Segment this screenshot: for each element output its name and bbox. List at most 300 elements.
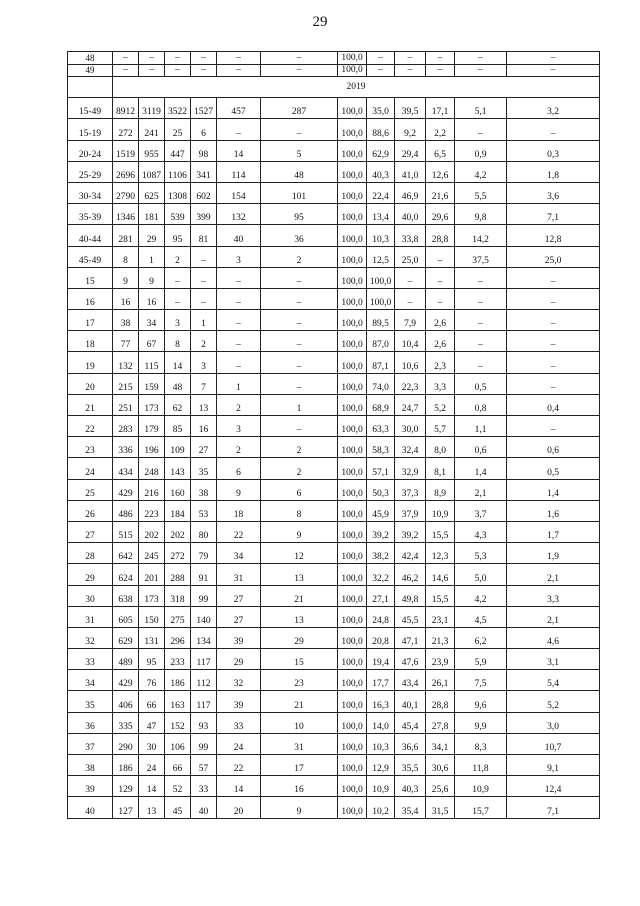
table-cell: 447 [165,140,191,161]
table-cell: 173 [139,394,165,415]
table-cell: 2 [261,458,338,479]
table-cell: 539 [165,204,191,225]
table-cell: 638 [113,585,139,606]
table-cell: 0,3 [507,140,600,161]
table-cell: – [426,52,455,65]
table-cell: 248 [139,458,165,479]
table-cell: – [261,288,338,309]
table-cell: 10,9 [367,776,395,797]
table-cell: 17 [261,755,338,776]
table-cell: 100,0 [338,733,367,754]
table-cell: 100,0 [338,288,367,309]
table-cell: 100,0 [338,649,367,670]
table-cell: – [507,310,600,331]
table-cell: 2 [165,246,191,267]
row-label-cell: 48 [68,52,113,65]
table-cell: 429 [113,479,139,500]
table-cell: 15,5 [426,521,455,542]
table-cell: 281 [113,225,139,246]
table-row [68,733,600,754]
table-cell: 2 [217,437,261,458]
table-cell: 100,0 [338,606,367,627]
table-cell: 100,0 [338,797,367,818]
table-cell: 100,0 [338,712,367,733]
table-cell: 13 [261,606,338,627]
table-cell: – [217,352,261,373]
table-cell: 1,1 [455,416,507,437]
table-cell: 14 [139,776,165,797]
table-cell: 100,0 [338,204,367,225]
table-cell: 29 [139,225,165,246]
table-cell: 100,0 [338,161,367,182]
table-cell: 7,1 [507,797,600,818]
table-cell: 29,4 [395,140,426,161]
table-cell: 160 [165,479,191,500]
table-cell: 100,0 [338,182,367,203]
table-cell: 100,0 [338,225,367,246]
row-label-cell: 27 [68,521,113,542]
table-cell: 10,9 [426,500,455,521]
row-label-cell: 17 [68,310,113,331]
table-cell: 9,9 [455,712,507,733]
table-cell: 201 [139,564,165,585]
table-cell: 181 [139,204,165,225]
table-cell: 179 [139,416,165,437]
table-cell: 429 [113,670,139,691]
table-cell: 20 [217,797,261,818]
table-cell: 13,4 [367,204,395,225]
table-cell: 287 [261,98,338,119]
table-cell: 32,2 [367,564,395,585]
table-cell: 16,3 [367,691,395,712]
table-cell: 341 [191,161,217,182]
table-cell: 50,3 [367,479,395,500]
table-cell: 202 [139,521,165,542]
table-cell: 14 [217,776,261,797]
table-cell: 1,9 [507,543,600,564]
row-label-cell: 19 [68,352,113,373]
table-cell: – [507,267,600,288]
table-cell: – [507,331,600,352]
table-cell: 37,9 [395,500,426,521]
table-cell: 117 [191,649,217,670]
table-cell: 47,1 [395,627,426,648]
table-cell: – [507,52,600,65]
table-cell: 3119 [139,98,165,119]
table-cell: 16 [191,416,217,437]
row-label-cell: 33 [68,649,113,670]
table-cell: 100,0 [338,585,367,606]
table-cell: 30,0 [395,416,426,437]
row-label-cell: 38 [68,755,113,776]
table-cell: 15 [261,649,338,670]
table-cell: 290 [113,733,139,754]
row-label-cell: 21 [68,394,113,415]
table-cell: 7 [191,373,217,394]
table-cell: – [507,373,600,394]
table-cell: 40,0 [395,204,426,225]
table-cell: 95 [261,204,338,225]
table-cell: – [455,267,507,288]
row-label-cell: 35-39 [68,204,113,225]
table-cell: 30 [139,733,165,754]
table-cell: 24 [217,733,261,754]
table-cell: 38 [113,310,139,331]
table-cell: 489 [113,649,139,670]
table-cell: 25 [165,119,191,140]
table-cell: 159 [139,373,165,394]
row-label-cell: 40-44 [68,225,113,246]
row-label-cell: 30 [68,585,113,606]
table-cell: 16 [261,776,338,797]
table-cell: 39,2 [395,521,426,542]
table-cell: 47,6 [395,649,426,670]
table-cell: 22,4 [367,182,395,203]
row-label-cell: 31 [68,606,113,627]
table-cell: 134 [191,627,217,648]
table-cell: – [455,310,507,331]
table-cell: 81 [191,225,217,246]
table-cell: 288 [165,564,191,585]
table-cell: 38,2 [367,543,395,564]
table-cell: 24,7 [395,394,426,415]
table-row [68,458,600,479]
table-cell: 22,3 [395,373,426,394]
year-label: 2019 [113,77,600,98]
table-cell: 2,3 [426,352,455,373]
table-cell: 40,3 [367,161,395,182]
table-cell: – [395,52,426,65]
table-cell: 3,3 [426,373,455,394]
table-cell: 57,1 [367,458,395,479]
table-cell: 33 [191,776,217,797]
table-cell: 296 [165,627,191,648]
table-cell: 77 [113,331,139,352]
table-cell: 45,5 [395,606,426,627]
year-row-blank-cell [68,77,113,98]
table-cell: – [191,246,217,267]
table-cell: – [455,331,507,352]
table-cell: 13 [191,394,217,415]
table-cell: 9 [217,479,261,500]
table-cell: 6 [191,119,217,140]
table-row [68,373,600,394]
table-row [68,649,600,670]
table-cell: 251 [113,394,139,415]
table-cell: 100,0 [338,352,367,373]
table-cell: – [165,288,191,309]
table-cell: 57 [191,755,217,776]
table-cell: 14,2 [455,225,507,246]
table-row [68,437,600,458]
table-cell: 0,8 [455,394,507,415]
table-cell: – [507,352,600,373]
table-cell: 2,2 [426,119,455,140]
table-cell: 100,0 [367,267,395,288]
table-cell: 10,3 [367,733,395,754]
row-label-cell: 25-29 [68,161,113,182]
table-cell: 87,0 [367,331,395,352]
table-row [68,52,600,65]
row-label-cell: 15 [68,267,113,288]
table-cell: 100,0 [338,521,367,542]
table-cell: – [426,267,455,288]
table-cell: 215 [113,373,139,394]
table-cell: 35,5 [395,755,426,776]
table-cell: 30,6 [426,755,455,776]
table-cell: 114 [217,161,261,182]
table-cell: 2,6 [426,331,455,352]
table-cell: 1106 [165,161,191,182]
table-cell: 140 [191,606,217,627]
table-cell: – [165,52,191,65]
table-cell: – [261,267,338,288]
table-cell: 129 [113,776,139,797]
table-cell: 40,1 [395,691,426,712]
table-row [68,352,600,373]
table-cell: 100,0 [338,331,367,352]
row-label-cell: 30-34 [68,182,113,203]
table-cell: 8 [113,246,139,267]
table-cell: 24 [139,755,165,776]
table-cell: 29,6 [426,204,455,225]
table-cell: 186 [113,755,139,776]
table-cell: 35,4 [395,797,426,818]
table-cell: 434 [113,458,139,479]
table-cell: 100,0 [338,246,367,267]
table-cell: 39,5 [395,98,426,119]
table-cell: – [261,64,338,77]
table-cell: 9 [113,267,139,288]
table-cell: 31 [261,733,338,754]
row-label-cell: 15-49 [68,98,113,119]
table-cell: – [217,119,261,140]
table-cell: – [261,52,338,65]
table-cell: 15,5 [426,585,455,606]
table-row [68,755,600,776]
table-cell: 36 [261,225,338,246]
table-cell: 275 [165,606,191,627]
table-cell: – [455,52,507,65]
table-cell: 100,0 [338,437,367,458]
row-label-cell: 45-49 [68,246,113,267]
table-cell: 20,8 [367,627,395,648]
table-cell: 233 [165,649,191,670]
table-row [68,585,600,606]
table-cell: 100,0 [338,776,367,797]
table-cell: 5,2 [507,691,600,712]
table-cell: 9 [139,267,165,288]
table-cell: 25,0 [507,246,600,267]
row-label-cell: 20 [68,373,113,394]
table-row [68,797,600,818]
table-cell: 34 [217,543,261,564]
table-cell: 1,7 [507,521,600,542]
table-cell: 46,9 [395,182,426,203]
table-cell: 100,0 [338,52,367,65]
table-cell: 6 [217,458,261,479]
table-cell: 12,3 [426,543,455,564]
table-cell: 8 [261,500,338,521]
table-cell: 7,5 [455,670,507,691]
table-cell: – [191,64,217,77]
table-row [68,500,600,521]
table-cell: – [261,119,338,140]
table-cell: – [395,64,426,77]
table-cell: – [191,52,217,65]
table-cell: 336 [113,437,139,458]
table-cell: 10,9 [455,776,507,797]
table-cell: 605 [113,606,139,627]
table-cell: – [426,64,455,77]
table-cell: 8912 [113,98,139,119]
table-cell: – [165,267,191,288]
table-cell: 335 [113,712,139,733]
table-cell: 4,5 [455,606,507,627]
table-cell: 40 [191,797,217,818]
table-cell: 10,2 [367,797,395,818]
table-cell: 2 [191,331,217,352]
table-cell: 98 [191,140,217,161]
table-cell: – [139,64,165,77]
table-cell: 3,2 [507,98,600,119]
table-cell: 515 [113,521,139,542]
table-cell: – [507,64,600,77]
table-cell: 127 [113,797,139,818]
table-cell: 99 [191,585,217,606]
table-cell: 47 [139,712,165,733]
row-label-cell: 37 [68,733,113,754]
table-cell: 16 [139,288,165,309]
table-cell: 100,0 [338,310,367,331]
table-cell: 1 [139,246,165,267]
table-cell: 24,8 [367,606,395,627]
table-cell: 27,1 [367,585,395,606]
table-cell: 27 [217,606,261,627]
table-row [68,161,600,182]
row-label-cell: 25 [68,479,113,500]
table-cell: 2696 [113,161,139,182]
table-row [68,182,600,203]
row-label-cell: 39 [68,776,113,797]
row-label-cell: 16 [68,288,113,309]
table-cell: 12 [261,543,338,564]
table-cell: 45 [165,797,191,818]
table-cell: 31 [217,564,261,585]
table-cell: 45,4 [395,712,426,733]
table-cell: 0,5 [455,373,507,394]
table-cell: 3,0 [507,712,600,733]
table-cell: 186 [165,670,191,691]
table-cell: 2,1 [507,606,600,627]
table-row [68,267,600,288]
table-cell: 3 [165,310,191,331]
table-cell: 8,9 [426,479,455,500]
table-cell: 7,9 [395,310,426,331]
table-cell: 115 [139,352,165,373]
table-cell: 152 [165,712,191,733]
table-cell: – [217,267,261,288]
table-cell: 11,8 [455,755,507,776]
table-cell: 14 [165,352,191,373]
table-cell: 35,0 [367,98,395,119]
table-cell: 223 [139,500,165,521]
table-cell: 150 [139,606,165,627]
table-cell: 21,3 [426,627,455,648]
table-row [68,521,600,542]
year-row [68,77,600,98]
table-cell: 5,4 [507,670,600,691]
table-cell: 245 [139,543,165,564]
table-cell: 101 [261,182,338,203]
table-cell: 399 [191,204,217,225]
table-cell: 3,7 [455,500,507,521]
table-cell: 2,1 [507,564,600,585]
table-cell: 27 [217,585,261,606]
table-cell: 29 [217,649,261,670]
table-cell: 89,5 [367,310,395,331]
row-label-cell: 49 [68,64,113,77]
table-cell: 106 [165,733,191,754]
table-cell: 26,1 [426,670,455,691]
table-cell: – [113,64,139,77]
table-cell: 37,3 [395,479,426,500]
table-row [68,776,600,797]
table-cell: 79 [191,543,217,564]
table-cell: 10,4 [395,331,426,352]
table-cell: – [395,288,426,309]
table-cell: 272 [165,543,191,564]
table-cell: 10,6 [395,352,426,373]
table-cell: 100,0 [338,543,367,564]
table-cell: 100,0 [338,627,367,648]
table-cell: 625 [139,182,165,203]
table-cell: 32,4 [395,437,426,458]
table-cell: 1 [217,373,261,394]
table-cell: 33 [217,712,261,733]
table-cell: 21 [261,585,338,606]
table-cell: – [395,267,426,288]
table-cell: 14,0 [367,712,395,733]
row-label-cell: 29 [68,564,113,585]
table-cell: 0,6 [507,437,600,458]
row-label-cell: 15-19 [68,119,113,140]
table-cell: 58,3 [367,437,395,458]
table-cell: 25,6 [426,776,455,797]
row-label-cell: 32 [68,627,113,648]
table-cell: 10 [261,712,338,733]
table-cell: 184 [165,500,191,521]
table-cell: 12,4 [507,776,600,797]
table-cell: 1,6 [507,500,600,521]
table-cell: 5,7 [426,416,455,437]
table-cell: 3522 [165,98,191,119]
table-cell: 16 [113,288,139,309]
table-cell: 3,1 [507,649,600,670]
table-cell: 95 [139,649,165,670]
table-cell: – [455,119,507,140]
table-cell: 21 [261,691,338,712]
table-cell: 48 [261,161,338,182]
table-cell: 53 [191,500,217,521]
table-cell: 100,0 [338,140,367,161]
row-label-cell: 23 [68,437,113,458]
table-cell: 602 [191,182,217,203]
table-cell: 3,3 [507,585,600,606]
row-label-cell: 40 [68,797,113,818]
table-cell: 41,0 [395,161,426,182]
row-label-cell: 34 [68,670,113,691]
